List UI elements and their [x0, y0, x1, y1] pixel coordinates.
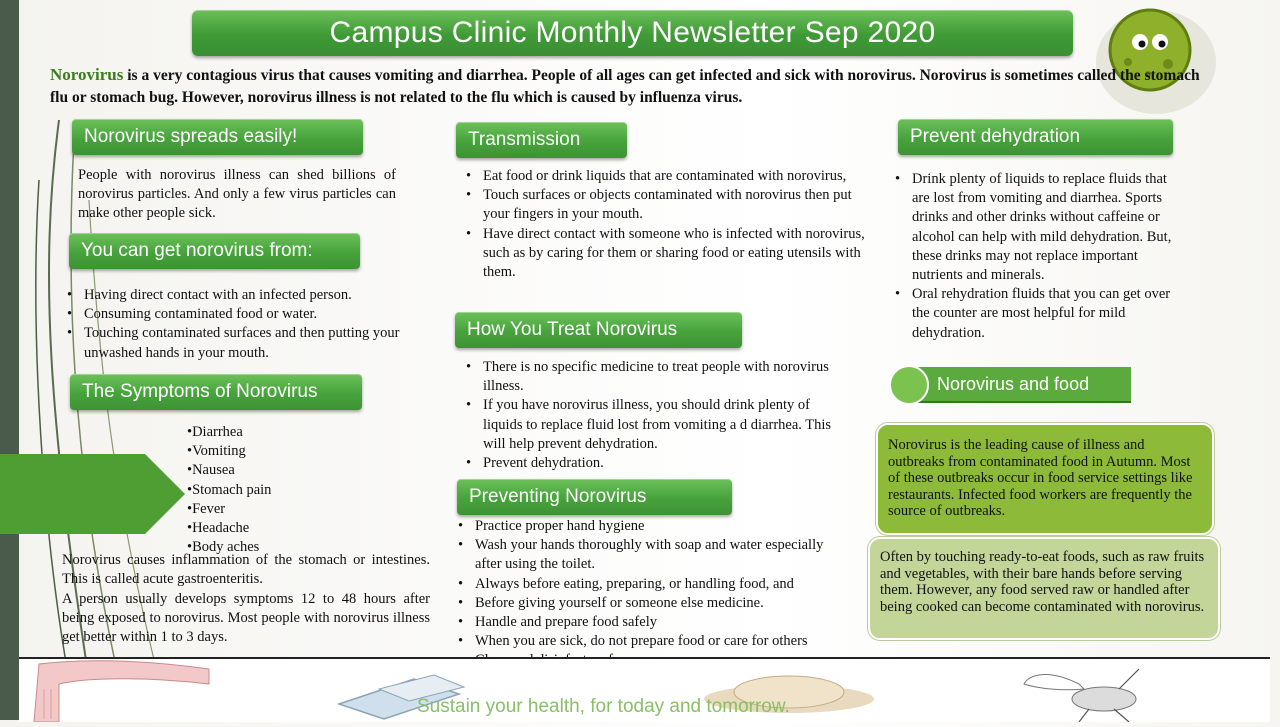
list-item: • Diarrhea — [187, 423, 347, 442]
list-item: • Body aches — [187, 538, 347, 557]
symptoms-list — [187, 423, 347, 557]
list-item: • Handle and prepare food safely — [453, 613, 848, 632]
newsletter-title: Campus Clinic Monthly Newsletter Sep 2020 — [192, 10, 1073, 56]
intro-keyword: Norovirus — [50, 65, 124, 84]
footer-tagline: Sustain your health, for today and tomorrow. — [417, 696, 790, 717]
get-from-list — [62, 286, 407, 363]
list-item: • There is no specific medicine to treat people with norovirus illness. — [461, 358, 853, 396]
treat-list — [461, 358, 853, 473]
intro-paragraph — [50, 64, 1220, 109]
list-item: • If you have norovirus illness, you should drink plenty of liquids to replace fluid lost from vomiting a d diarrhea. This will help prevent dehydration. — [461, 396, 853, 454]
symptoms-para-1: Norovirus causes inflammation of the stomach or intestines. This is called acute gastroenteritis. — [62, 552, 430, 588]
list-item: • Have direct contact with someone who is infected with norovirus, such as by caring for them or sharing food or eating utensils with them. — [461, 225, 866, 283]
food-card-1: Norovirus is the leading cause of illness and outbreaks from contaminated food in Autumn. Most of these outbreaks occur in food service settings like restaurants. Infected food workers are frequently the source of outbreaks. — [876, 423, 1214, 535]
green-arrow-shape — [0, 454, 185, 534]
left-accent-bar — [0, 0, 19, 720]
list-item: • Always before eating, preparing, or handling food, and — [453, 575, 848, 594]
heading-preventing: Preventing Norovirus — [457, 479, 732, 515]
symptoms-para-2: A person usually develops symptoms 12 to 48 hours after being exposed to norovirus. Most people with norovirus illness get better within 1 to 3 days. — [62, 591, 430, 646]
list-item: • Oral rehydration fluids that you can get over the counter are most helpful for mild dehydration. — [890, 285, 1172, 343]
list-item: • Practice proper hand hygiene — [453, 517, 848, 536]
intro-text: is a very contagious virus that causes vomiting and diarrhea. People of all ages can get infected and sick with norovirus. Norovirus is sometimes called the stomach flu or stomach bug. However, norovirus illness is not related to the flu which is caused by influenza virus. — [50, 67, 1200, 106]
list-item: • When you are sick, do not prepare food or care for others — [453, 632, 848, 651]
heading-treat: How You Treat Norovirus — [455, 312, 742, 348]
fly-illustration — [1024, 669, 1139, 722]
food-card-2: Often by touching ready-to-eat foods, such as raw fruits and vegetables, with their bare hands before serving them. However, any food served raw or handled after being cooked can become contaminated with norovirus. — [868, 537, 1220, 640]
list-item: • Stomach pain — [187, 481, 347, 500]
list-item: • Headache — [187, 519, 347, 538]
list-item: • Touching contaminated surfaces and then putting your unwashed hands in your mouth. — [62, 324, 407, 362]
heading-symptoms: The Symptoms of Norovirus — [70, 374, 362, 410]
food-heading-circle — [889, 365, 929, 405]
heading-dehydration: Prevent dehydration — [898, 119, 1173, 155]
list-item: • Nausea — [187, 461, 347, 480]
list-item: • Having direct contact with an infected person. — [62, 286, 407, 305]
heading-food — [889, 365, 1131, 405]
list-item: • Drink plenty of liquids to replace fluids that are lost from vomiting and diarrhea. Sports drinks and other drinks without caffeine or alcohol can help with mild dehydration. But, these drinks may not replace important nutrients and minerals. — [890, 170, 1172, 285]
food-heading-label: Norovirus and food — [905, 367, 1131, 403]
list-item: • Wash your hands thoroughly with soap and water especially after using the toilet. — [453, 536, 848, 574]
list-item: • Consuming contaminated food or water. — [62, 305, 407, 324]
heading-get-from: You can get norovirus from: — [69, 233, 360, 269]
list-item: • Before giving yourself or someone else medicine. — [453, 594, 848, 613]
dehydration-list — [890, 170, 1172, 343]
heading-transmission: Transmission — [456, 122, 627, 158]
list-item: • Touch surfaces or objects contaminated with norovirus then put your fingers in your mouth. — [461, 186, 866, 224]
list-item: • Prevent dehydration. — [461, 454, 853, 473]
spreads-text: People with norovirus illness can shed billions of norovirus particles. And only a few virus particles can make other people sick. — [78, 167, 396, 222]
list-item: • Fever — [187, 500, 347, 519]
list-item: • Vomiting — [187, 442, 347, 461]
list-item: • Eat food or drink liquids that are contaminated with norovirus, — [461, 167, 866, 186]
intestine-illustration — [34, 661, 209, 722]
heading-spreads: Norovirus spreads easily! — [72, 119, 363, 155]
transmission-list — [461, 167, 866, 282]
